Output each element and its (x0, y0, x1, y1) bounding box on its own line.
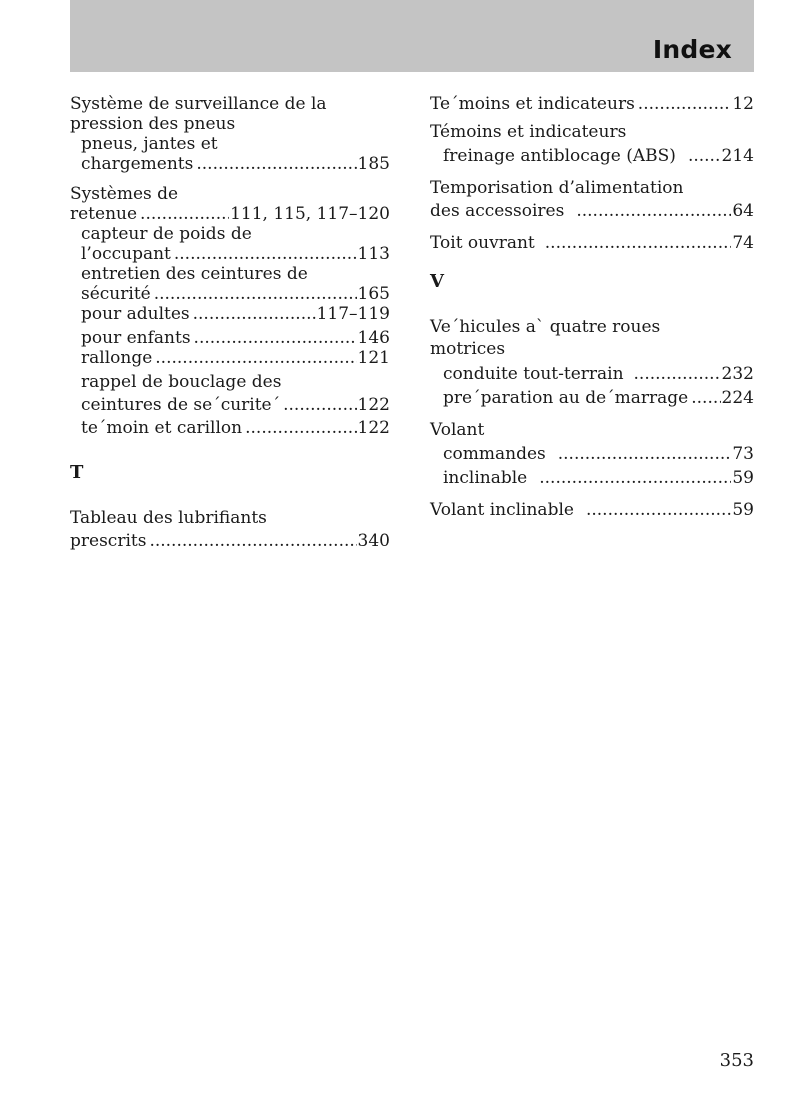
subentry-label: commandes (443, 444, 546, 464)
subentry-label: inclinable (443, 468, 528, 488)
dot-leader (283, 395, 356, 415)
entry-heading: Systèmes de (70, 184, 179, 204)
page-title: Index (652, 35, 732, 64)
page-ref: 165 (357, 284, 390, 304)
subentry-text: entretien des ceintures de (81, 264, 308, 284)
index-entry (430, 178, 754, 221)
dot-leader (154, 284, 357, 304)
entry-heading: Ve´hicules a` quatre roues (430, 317, 661, 337)
entry-label: des accessoires (430, 201, 565, 221)
page-ref: 340 (357, 531, 390, 551)
dot-leader (545, 233, 732, 253)
dot-leader (638, 94, 732, 114)
page-ref: 111, 115, 117–120 (230, 204, 390, 224)
page-ref: 113 (357, 244, 390, 264)
subentry (430, 468, 754, 488)
subentry-text: capteur de poids de (81, 224, 252, 244)
dot-leader (155, 348, 356, 368)
entry-row (430, 201, 754, 221)
entry-heading: Système de surveillance de la (70, 94, 327, 114)
dot-leader (149, 531, 356, 551)
page-ref: 121 (357, 348, 390, 368)
entry-label: Volant inclinable (430, 500, 574, 520)
subentry-text: rappel de bouclage des (81, 372, 282, 392)
section-letter: T (70, 462, 84, 483)
dot-leader (576, 201, 731, 221)
index-entry (430, 233, 754, 253)
subentry (70, 418, 390, 438)
subentry (430, 146, 754, 166)
subentry-label: ceintures de se´curite´ (81, 395, 281, 415)
index-entry (430, 122, 754, 166)
subentry-label: pour adultes (81, 304, 190, 324)
dot-leader (193, 304, 316, 324)
subentry-label: conduite tout-terrain (443, 364, 624, 384)
page-ref: 59 (732, 468, 754, 488)
dot-leader (194, 328, 357, 348)
page-ref: 64 (732, 201, 754, 221)
page-ref: 12 (732, 94, 754, 114)
subentry-label: rallonge (81, 348, 153, 368)
dot-leader (691, 388, 720, 408)
page-ref: 224 (721, 388, 754, 408)
dot-leader (558, 444, 732, 464)
dot-leader (586, 500, 731, 520)
index-entry (430, 420, 754, 488)
entry-label: Te´moins et indicateurs (430, 94, 635, 114)
subentry (430, 388, 754, 408)
entry-heading: Volant (430, 420, 485, 440)
subentry-text: pneus, jantes et (81, 134, 218, 154)
page-ref: 185 (357, 154, 390, 174)
index-column-left (70, 94, 390, 551)
subentry (70, 284, 390, 304)
entry-heading: Témoins et indicateurs (430, 122, 627, 142)
entry-row (70, 204, 390, 224)
index-entry (430, 500, 754, 520)
index-column-right (430, 94, 754, 520)
subentry-label: chargements (81, 154, 194, 174)
entry-label: retenue (70, 204, 138, 224)
index-entry (70, 184, 390, 438)
page-ref: 117–119 (316, 304, 390, 324)
page-ref: 122 (357, 418, 390, 438)
entry-heading: motrices (430, 339, 506, 359)
dot-leader (196, 154, 356, 174)
index-entry (430, 94, 754, 114)
index-entry (70, 508, 390, 551)
dot-leader (688, 146, 721, 166)
page-ref: 74 (732, 233, 754, 253)
page-ref: 59 (732, 500, 754, 520)
dot-leader (174, 244, 357, 264)
entry-label: Toit ouvrant (430, 233, 535, 253)
subentry-label: te´moin et carillon (81, 418, 243, 438)
entry-heading: pression des pneus (70, 114, 236, 134)
subentry-label: sécurité (81, 284, 151, 304)
index-entry (70, 94, 390, 174)
entry-row (70, 531, 390, 551)
subentry-label: pour enfants (81, 328, 191, 348)
dot-leader (634, 364, 721, 384)
subentry (70, 328, 390, 348)
subentry (70, 304, 390, 324)
page-ref: 146 (357, 328, 390, 348)
dot-leader (245, 418, 356, 438)
page-ref: 214 (721, 146, 754, 166)
section-letter: V (430, 271, 444, 292)
subentry (70, 154, 390, 174)
dot-leader (539, 468, 731, 488)
page-number: 353 (719, 1050, 754, 1071)
page-ref: 73 (732, 444, 754, 464)
entry-label: prescrits (70, 531, 147, 551)
entry-heading: Temporisation d’alimentation (430, 178, 684, 198)
subentry (430, 364, 754, 384)
page-ref: 232 (721, 364, 754, 384)
page-ref: 122 (357, 395, 390, 415)
subentry (70, 244, 390, 264)
subentry (70, 395, 390, 415)
subentry (70, 348, 390, 368)
subentry-label: l’occupant (81, 244, 171, 264)
subentry-label: pre´paration au de´marrage (443, 388, 689, 408)
index-entry (430, 317, 754, 408)
dot-leader (140, 204, 229, 224)
header-bar (70, 0, 754, 72)
subentry (430, 444, 754, 464)
subentry-label: freinage antiblocage (ABS) (443, 146, 676, 166)
entry-heading: Tableau des lubrifiants (70, 508, 267, 528)
